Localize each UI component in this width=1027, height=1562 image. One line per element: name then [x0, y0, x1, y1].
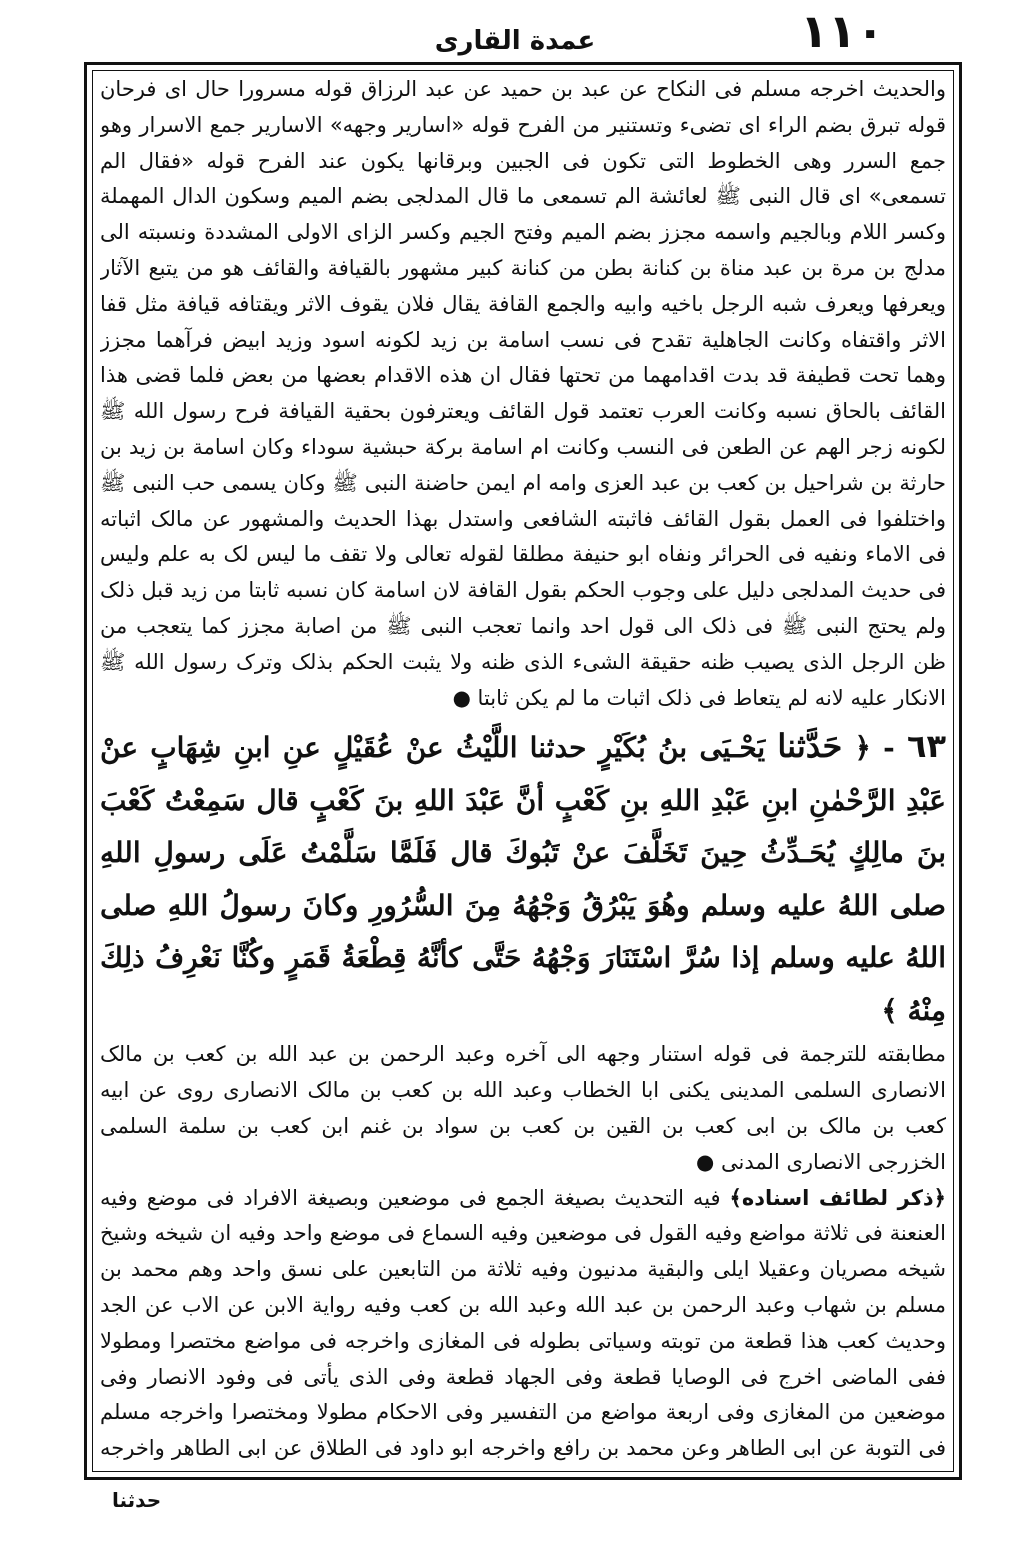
hadith-haddathana: حَدَّثنا: [777, 727, 843, 766]
commentary-top-paragraph: والحدیث اخرجه مسلم فی النکاح عن عبد بن حمید عن عبد الرزاق قوله مسرورا حال ای فرحان قوله تبرق بضم الراء ای تضیء وتستنیر من الفرح قوله «اسارير وجهه» الاسارير جمع الاسرار وهو جمع السرر وهی الخطوط التی تکون فی الجبين وبرقانها يکون عند الفرح قوله «فقال الم تسمعی» ای قال النبی ﷺ لعائشة الم تسمعی ما قال المدلجی بضم الميم وسکون الدال المهملة وکسر اللام وبالجيم واسمه مجزز بضم الميم وفتح الجيم وکسر الزای الاولى المشددة ونسبته الى مدلج بن مرة بن عبد مناة بن کنانة بطن من کنانة کبير مشهور بالقيافة والقائف هو من يتبع الآثار ويعرفها ويعرف شبه الرجل باخيه وابيه والجمع القافة يقال فلان يقوف الاثر ويقتافه قيافة مثل قفا الاثر واقتفاه وکانت الجاهلية تقدح فی نسب اسامة بن زيد لکونه اسود وزيد ابيض فرآهما مجزز وهما تحت قطيفة قد بدت اقدامهما من تحتها فقال ان هذه الاقدام بعضها من بعض فلما قضى هذا القائف بالحاق نسبه وکانت العرب تعتمد قول القائف ويعترفون بحقية القيافة فرح رسول الله ﷺ لکونه زجر الهم عن الطعن فی النسب وکانت ام اسامة برکة حبشية سوداء وکان اسامة بن زيد بن حارثة بن شراحيل بن کعب بن عبد العزى وامه ام ايمن حاضنة النبی ﷺ وکان يسمى حب النبی ﷺ واختلفوا فی العمل بقول القائف فاثبته الشافعی واستدل بهذا الحديث والمشهور عن مالک اثباته فی الاماء ونفيه فی الحرائر ونفاه ابو حنيفة مطلقا لقوله تعالى ولا تقف ما ليس لک به علم وليس فی حديث المدلجی دليل على وجوب الحکم بقول القافة لان اسامة کان نسبه ثابتا من زيد قبل ذلک ولم يحتج النبی ﷺ فی ذلک الى قول احد وانما تعجب النبی ﷺ من اصابة مجزز کما يتعجب من ظن الرجل الذی يصيب ظنه حقيقة الشیء الذی ظنه ولا يثبت الحکم بذلک وترک رسول الله ﷺ الانکار عليه لانه لم يتعاط فی ذلک اثبات ما لم يکن ثابتا ●: [100, 77, 946, 710]
page-content: [100, 72, 946, 1470]
hadith-text: يَحْـيَى بنُ بُكَيْرٍ حدثنا اللَّيْثُ عنْ عُقَيْلٍ عنِ ابنِ شِهَابٍ عنْ عَبْدِ الرَّحْمٰنِ ابنِ عَبْدِ اللهِ بنِ كَعْبٍ أنَّ عَبْدَ اللهِ بنَ كَعْبٍ قال سَمِعْتُ كَعْبَ بنَ مالِكٍ يُحَـدِّثُ حِينَ تَخَلَّفَ عنْ تَبُوكَ قال فَلَمَّا سَلَّمْتُ عَلَى رسولِ اللهِ صلى اللهُ عليه وسلم وهُوَ يَبْرُقُ وَجْهُهُ مِنَ السُّرُورِ وكانَ رسولُ اللهِ صلى اللهُ عليه وسلم إذا سُرَّ اسْتَنَارَ وَجْهُهُ حَتَّى كأنَّهُ قِطْعَةُ قَمَرٍ وكُنَّا نَعْرِفُ ذلِكَ مِنْهُ: [100, 731, 946, 1027]
hadith-close-bracket: ﴾: [881, 993, 898, 1027]
hadith-block: [100, 716, 946, 1037]
hadith-separator: -: [870, 731, 907, 765]
hadith-number: ٦٣: [906, 727, 946, 766]
catchword: حدثنا: [112, 1488, 162, 1512]
hadith-open-bracket: ﴿: [854, 731, 871, 765]
page-number: ١١٠: [800, 4, 885, 58]
running-title: عمدة القاری: [434, 26, 596, 56]
commentary-match-paragraph: مطابقته للترجمة فی قوله استنار وجهه الى آخره وعبد الرحمن بن عبد الله بن کعب بن مالک الانصاری السلمی المدينی يکنى ابا الخطاب وعبد الله بن کعب بن مالک الانصاری روى عن ابيه کعب بن مالک بن ابی کعب بن القين بن کعب بن سواد بن غنم ابن کعب بن سلمة السلمی الخزرجی الانصاری المدنی ●: [100, 1042, 946, 1174]
commentary-lataif-paragraph: [100, 1181, 946, 1470]
lataif-body: فيه التحديث بصيغة الجمع فی موضعين وبصيغة الافراد فی موضع وفيه العنعنة فی ثلاثة مواضع وفيه القول فی موضعين وفيه السماع فی موضع واحد وفيه ان شيخه وشيخ شيخه مصريان وعقيلا ايلی والبقية مدنيون وفيه ثلاثة من التابعين على نسق واحد وهم محمد بن مسلم بن شهاب وعبد الرحمن بن عبد الله وعبد الله بن کعب وفيه رواية الابن عن الاب عن الجد وحديث کعب هذا قطعة من توبته وسياتی بطوله فی المغازی واخرجه فی مواضع مختصرا ومطولا ففی الماضی اخرج فی الوصايا قطعة وفی الجهاد قطعة وفی الذی يأتی فی وفود الانصار وفی موضعين من المغازی وفی اربعة مواضع من التفسير وفی الاحکام مطولا ومختصرا واخرجه مسلم فی التوبة عن ابی الطاهر وعن محمد بن رافع واخرجه ابو داود فی الطلاق عن ابی الطاهر واخرجه: [100, 1185, 946, 1461]
section-heading-lataif: ﴿ذکر لطائف اسناده﴾: [729, 1185, 946, 1210]
